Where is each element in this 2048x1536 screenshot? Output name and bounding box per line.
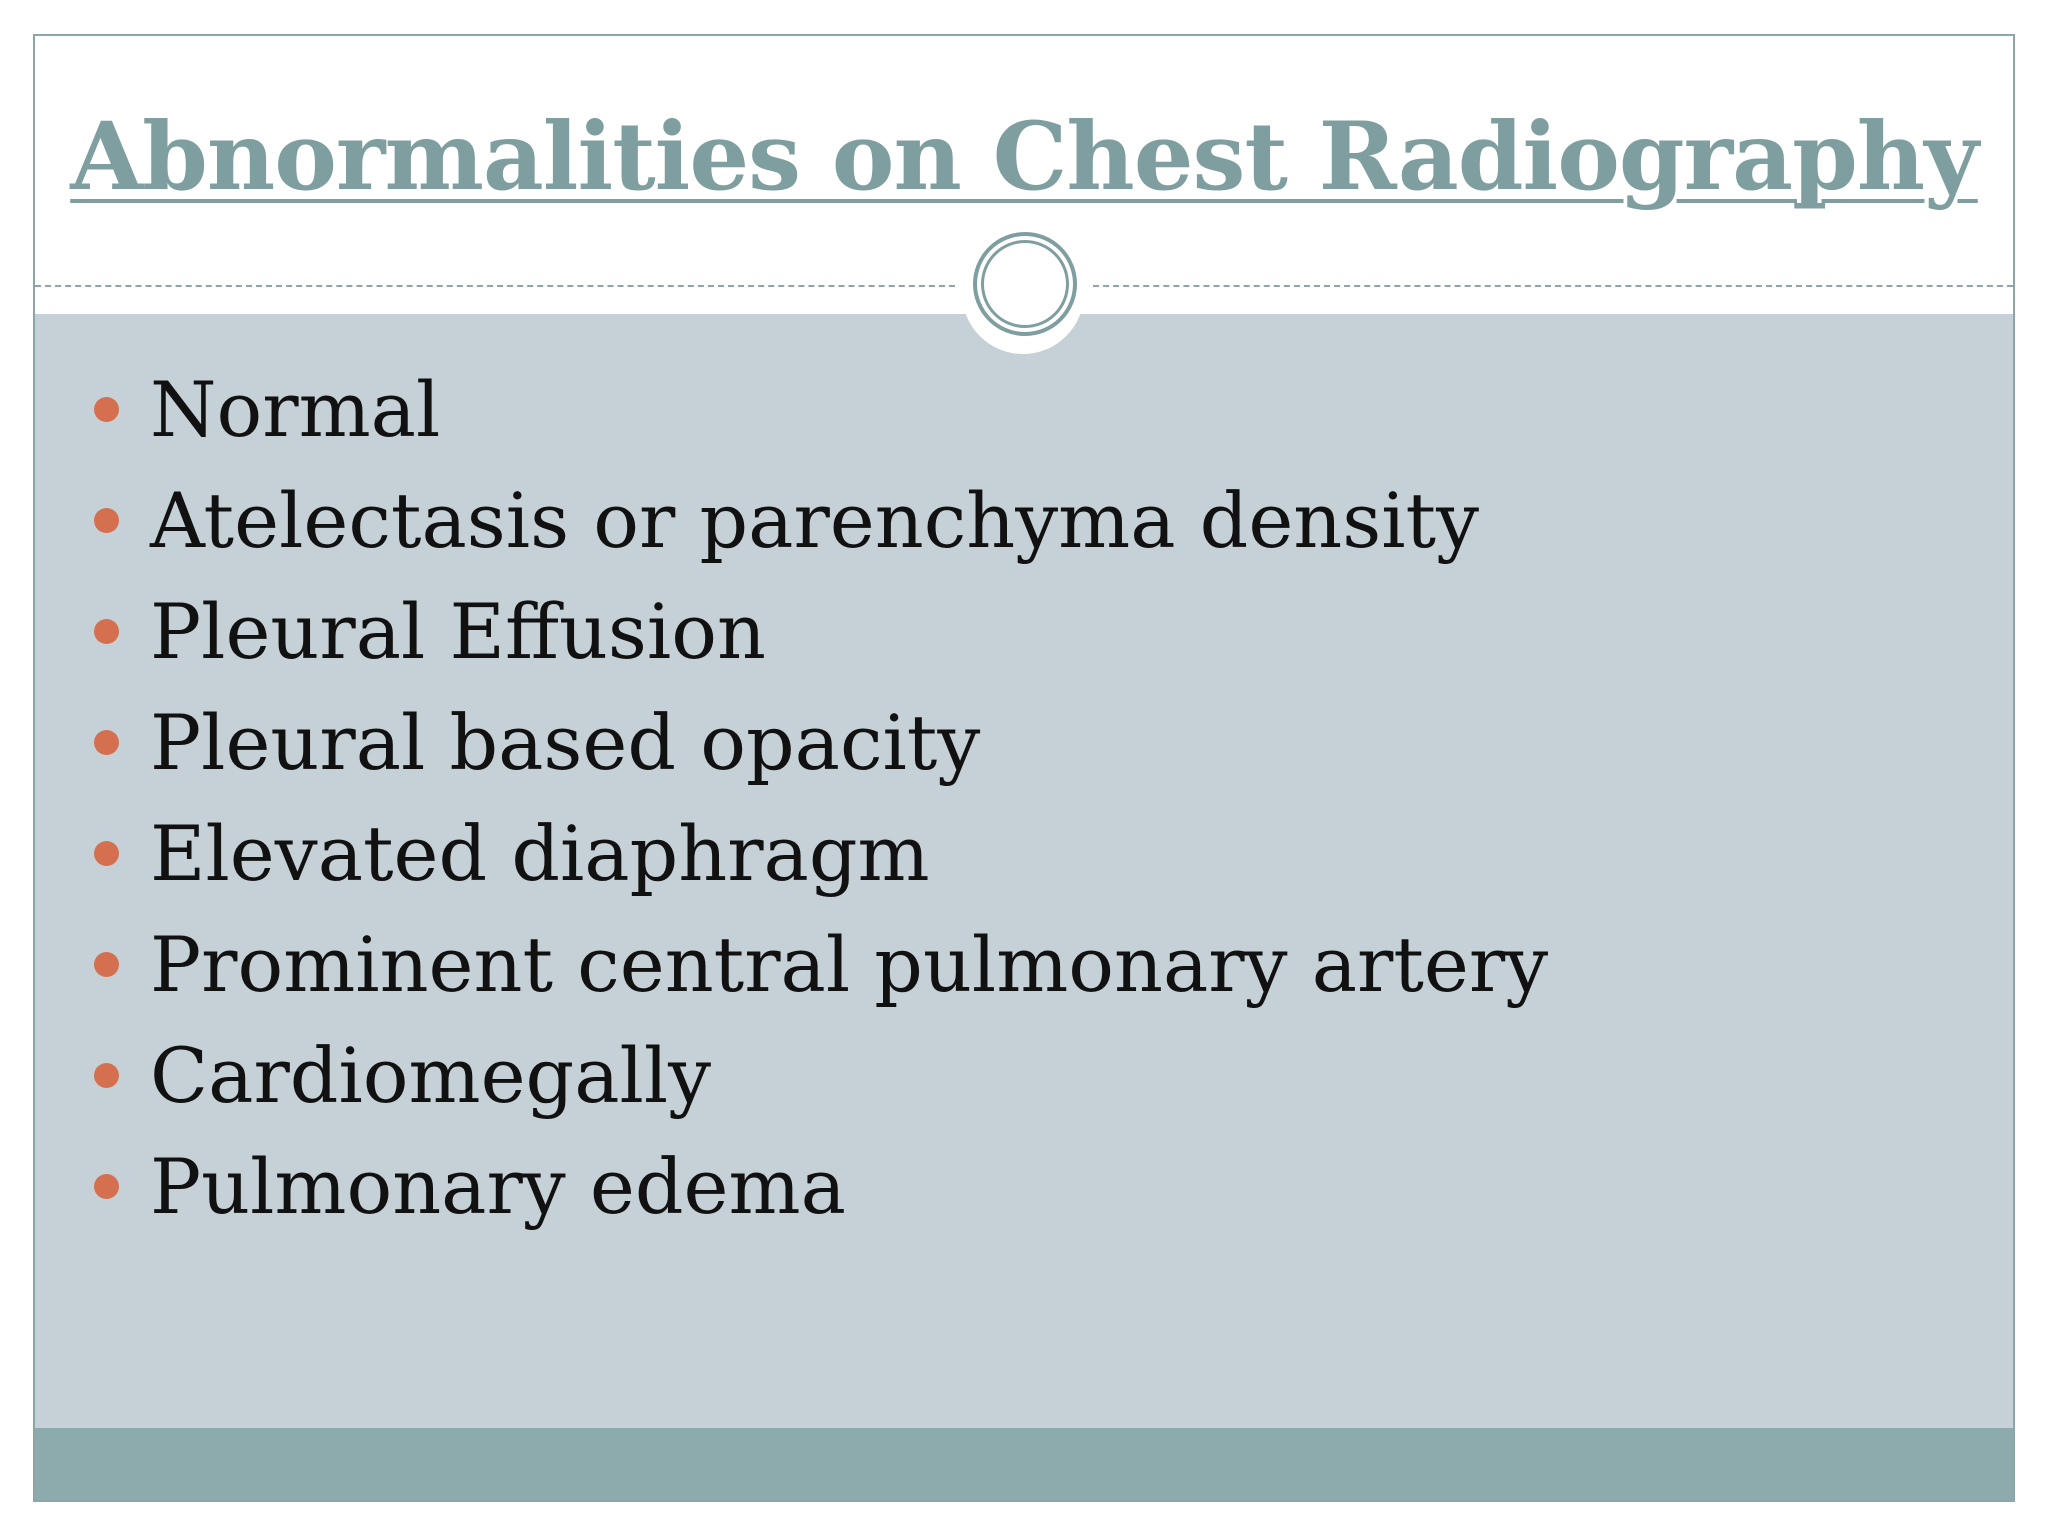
divider-right [1093, 285, 2013, 287]
bullet-text: Pulmonary edema [150, 1142, 846, 1231]
slide-title: Abnormalities on Chest Radiography [70, 102, 1978, 212]
bullet-dot-icon [94, 1063, 119, 1088]
bullet-dot-icon [94, 730, 119, 755]
list-item [35, 798, 1548, 909]
footer-band [35, 1428, 2013, 1500]
list-item [35, 909, 1548, 1020]
bullet-text: Elevated diaphragm [150, 809, 930, 898]
list-item [35, 576, 1548, 687]
bullet-dot-icon [94, 397, 119, 422]
list-item [35, 687, 1548, 798]
list-item [35, 465, 1548, 576]
bullet-dot-icon [94, 1174, 119, 1199]
bullet-list [35, 354, 1548, 1242]
list-item [35, 1020, 1548, 1131]
bullet-dot-icon [94, 619, 119, 644]
bullet-text: Atelectasis or parenchyma density [150, 476, 1480, 565]
list-item [35, 1131, 1548, 1242]
bullet-text: Cardiomegally [150, 1031, 712, 1120]
bullet-text: Normal [150, 365, 441, 454]
bullet-text: Pleural based opacity [150, 698, 981, 787]
bullet-dot-icon [94, 952, 119, 977]
bullet-text: Pleural Effusion [150, 587, 766, 676]
ornament-inner-circle-icon [981, 240, 1069, 328]
divider-left [35, 285, 955, 287]
slide [33, 34, 2015, 1502]
bullet-dot-icon [94, 841, 119, 866]
list-item [35, 354, 1548, 465]
bullet-text: Prominent central pulmonary artery [150, 920, 1549, 1009]
bullet-dot-icon [94, 508, 119, 533]
